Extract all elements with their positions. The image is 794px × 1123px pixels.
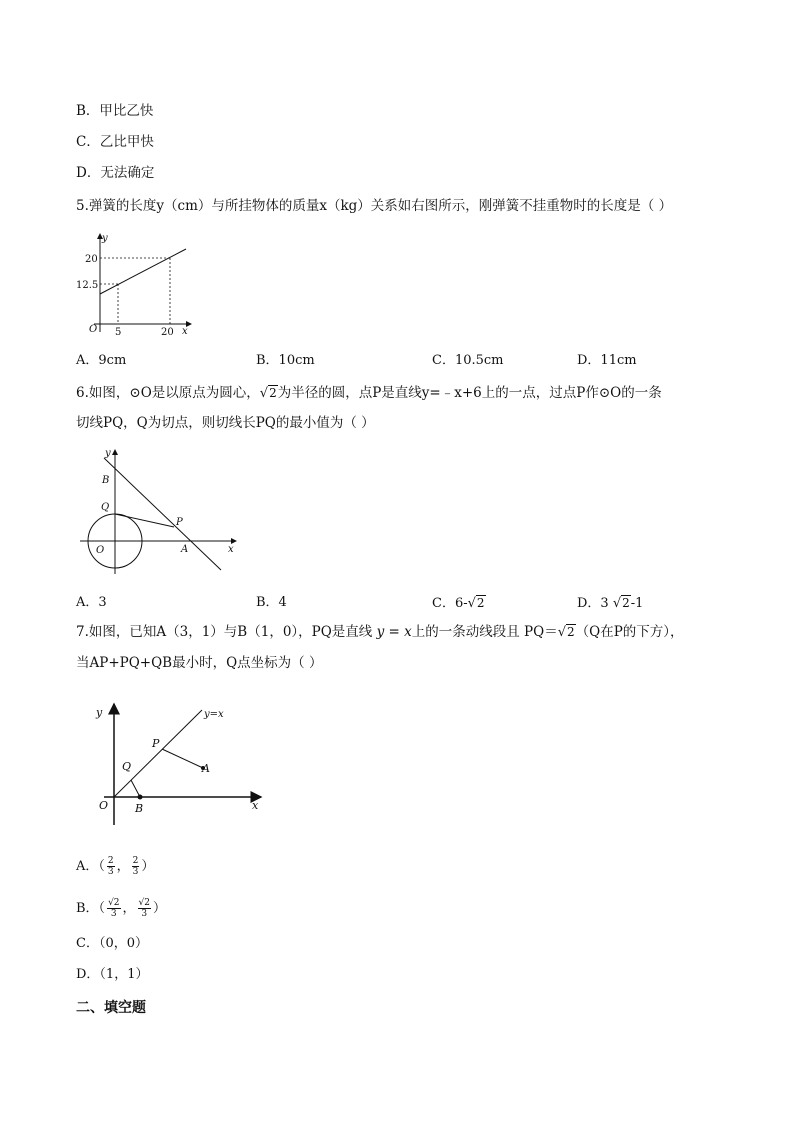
- section-heading-fill-in: 二、填空题: [76, 1000, 146, 1016]
- q6-point-q: Q: [101, 502, 110, 513]
- q7-y-label: y: [96, 706, 103, 719]
- q5-y-tick-20: 20: [85, 254, 98, 265]
- q5-option-b: B．10cm: [256, 353, 315, 368]
- q6-point-p: P: [176, 517, 183, 528]
- q5-x-label: x: [182, 326, 188, 337]
- q6-sqrt: √2: [259, 386, 277, 401]
- q5-x-tick-5: 5: [115, 327, 122, 338]
- q5-y-tick-12-5: 12.5: [76, 280, 99, 291]
- q7-option-b: B．（ $\frac{√2}{3}$ ， $\frac{√2}{3}$ ）: [76, 898, 167, 919]
- q6-x-label: x: [228, 544, 234, 555]
- q6-option-d: D．3 √2-1: [577, 596, 644, 611]
- q7-segment-qb: [131, 780, 140, 797]
- q7-point-p: P: [152, 737, 160, 750]
- q7-option-d: D．（1，1）: [76, 967, 149, 982]
- q5-x-tick-20: 20: [161, 327, 174, 338]
- q5-option-d: D．11cm: [577, 353, 637, 368]
- q6-option-b: B．4: [256, 595, 287, 610]
- q4-option-c: C．乙比甲快: [76, 134, 154, 150]
- q7-x-label: x: [252, 799, 259, 812]
- q7-graph: [86, 700, 286, 835]
- q7-origin-label: O: [99, 799, 109, 812]
- q5-graph-line: [100, 249, 186, 294]
- q7-stem-line1: 7.如图，已知A（3，1）与B（1，0），PQ是直线 y = x上的一条动线段且 PQ＝√2（Q在P的下方），: [76, 624, 684, 640]
- q6-origin-label: O: [96, 545, 105, 556]
- q5-stem: 5.弹簧的长度y（cm）与所挂物体的质量x（kg）关系如右图所示，刚弹簧不挂重物时的长度是（ ）: [76, 198, 673, 214]
- q6-option-a: A．3: [76, 595, 107, 610]
- q7-segment-pa: [162, 749, 203, 768]
- q4-option-d: D．无法确定: [76, 165, 155, 181]
- q6-option-c: C．6-√2: [432, 596, 485, 611]
- q5-y-label: y: [102, 233, 108, 244]
- q5-option-a: A．9cm: [76, 353, 127, 368]
- q6-stem-line1: 6.如图，⊙O是以原点为圆心，√2为半径的圆，点P是直线y=﹣x+6上的一点，过点P作⊙O的一条: [76, 385, 662, 401]
- q5-origin-label: O: [89, 324, 98, 335]
- q6-point-b: B: [102, 475, 110, 486]
- q7-point-q: Q: [122, 760, 132, 773]
- q7-option-a: A．（ $\frac{2}{3}$ ， $\frac{2}{3}$ ）: [76, 856, 155, 877]
- q7-line-label: y=x: [204, 709, 224, 720]
- q6-y-label: y: [105, 448, 111, 459]
- q7-point-a: A: [202, 762, 210, 775]
- q6-line-ab: [104, 458, 221, 570]
- q7-option-c: C．（0，0）: [76, 936, 148, 951]
- q5-option-c: C．10.5cm: [432, 353, 504, 368]
- q6-point-a: A: [181, 544, 189, 555]
- q7-line-y-eq-x: [114, 710, 202, 797]
- q7-point-b: B: [135, 802, 144, 815]
- q6-graph: [76, 446, 246, 581]
- q4-option-b: B．甲比乙快: [76, 103, 154, 119]
- q6-stem-line2: 切线PQ，Q为切点，则切线长PQ的最小值为（ ）: [76, 415, 375, 431]
- q7-stem-line2: 当AP+PQ+QB最小时，Q点坐标为（ ）: [76, 655, 323, 671]
- q5-graph: [76, 228, 206, 338]
- q7-point-b-dot: [138, 795, 143, 800]
